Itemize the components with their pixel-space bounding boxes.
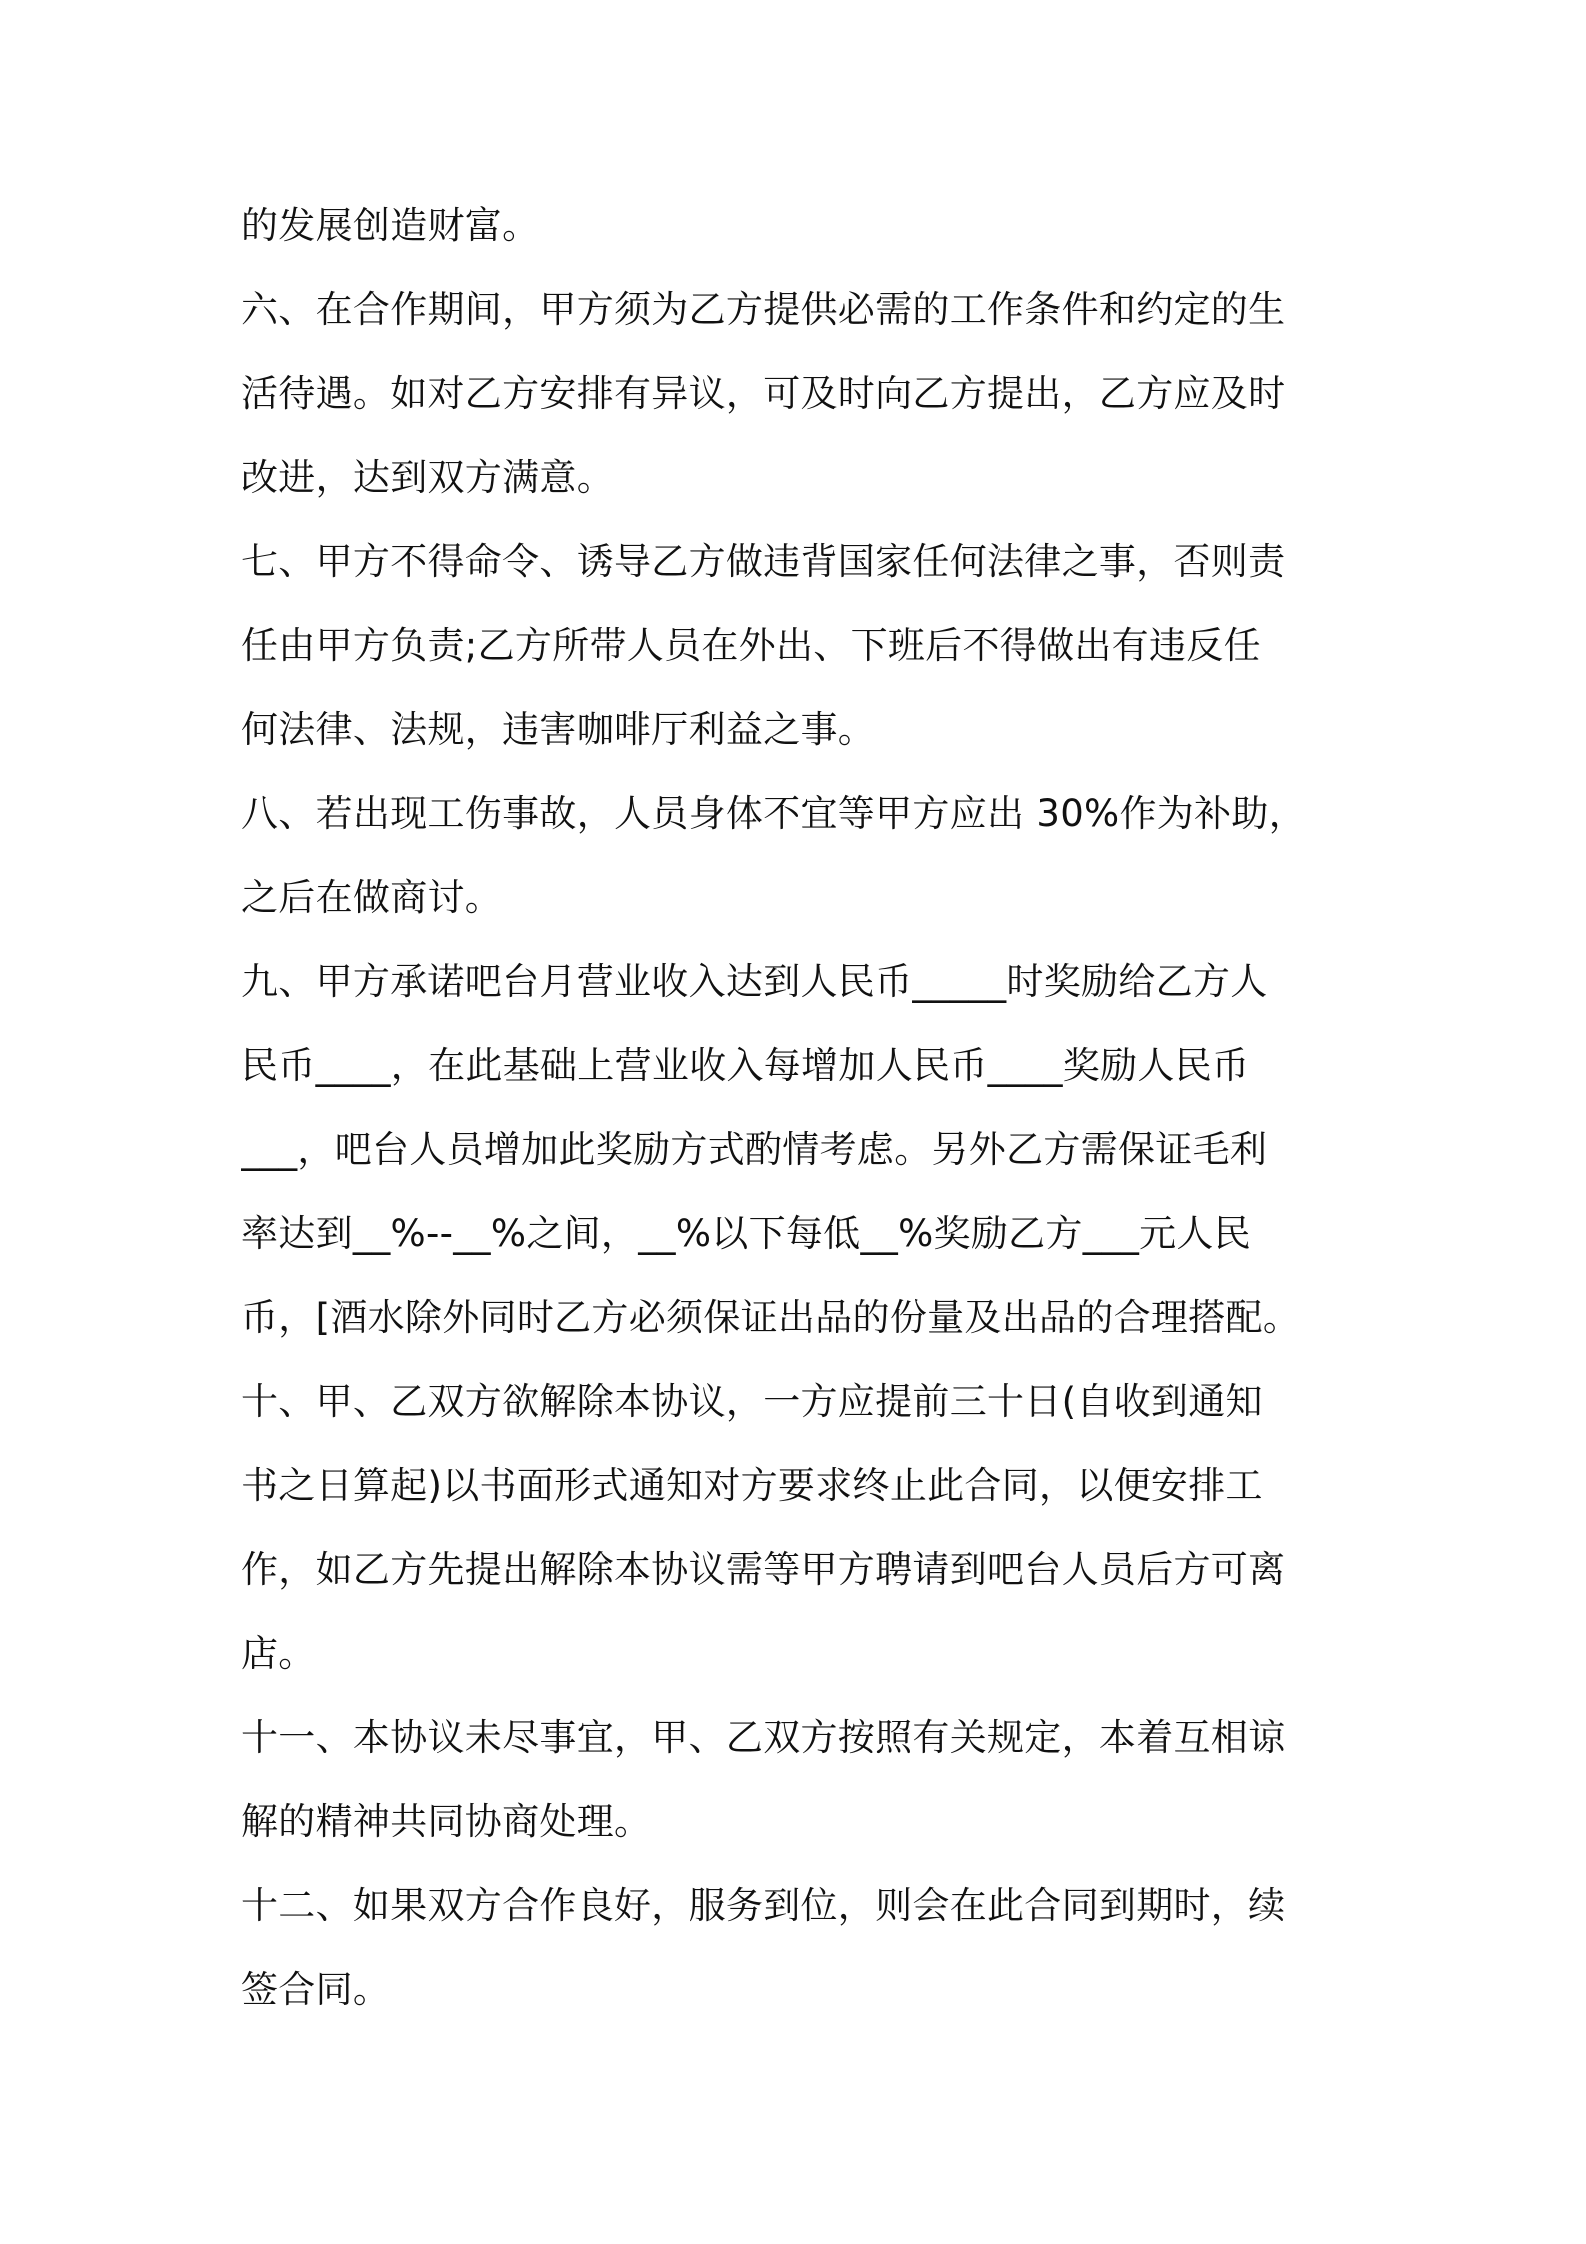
text-line: 十二、如果双方合作良好，服务到位，则会在此合同到期时，续	[241, 1884, 1286, 1927]
text-line: 任由甲方负责;乙方所带人员在外出、下班后不得做出有违反任	[241, 624, 1261, 667]
text-line: 率达到__%--__%之间，__%以下每低__%奖励乙方___元人民	[241, 1212, 1252, 1255]
text-line: 之后在做商讨。	[241, 876, 503, 919]
text-line: 的发展创造财富。	[241, 204, 540, 247]
text-line: 签合同。	[241, 1968, 391, 2011]
text-line: 民币____，在此基础上营业收入每增加人民币____奖励人民币	[241, 1044, 1250, 1087]
text-line: 七、甲方不得命令、诱导乙方做违背国家任何法律之事，否则责	[241, 540, 1286, 583]
text-line: ___，吧台人员增加此奖励方式酌情考虑。另外乙方需保证毛利	[241, 1128, 1268, 1171]
text-line: 解的精神共同协商处理。	[241, 1800, 652, 1843]
text-line: 作，如乙方先提出解除本协议需等甲方聘请到吧台人员后方可离	[241, 1548, 1286, 1591]
text-line: 十、甲、乙双方欲解除本协议，一方应提前三十日(自收到通知	[241, 1380, 1263, 1423]
text-line: 书之日算起)以书面形式通知对方要求终止此合同，以便安排工	[241, 1464, 1263, 1507]
text-line: 九、甲方承诺吧台月营业收入达到人民币_____时奖励给乙方人	[241, 960, 1268, 1003]
text-line: 八、若出现工伤事故，人员身体不宜等甲方应出 30%作为补助，	[241, 792, 1306, 835]
text-line: 改进，达到双方满意。	[241, 456, 614, 499]
document-body	[241, 196, 1361, 2044]
text-line: 十一、本协议未尽事宜，甲、乙双方按照有关规定，本着互相谅	[241, 1716, 1286, 1759]
text-line: 币，[酒水除外同时乙方必须保证出品的份量及出品的合理搭配。	[241, 1296, 1301, 1339]
text-line: 店。	[241, 1632, 316, 1675]
text-line: 何法律、法规，违害咖啡厅利益之事。	[241, 708, 876, 751]
text-line: 活待遇。如对乙方安排有异议，可及时向乙方提出，乙方应及时	[241, 372, 1286, 415]
text-line: 六、在合作期间，甲方须为乙方提供必需的工作条件和约定的生	[241, 288, 1286, 331]
